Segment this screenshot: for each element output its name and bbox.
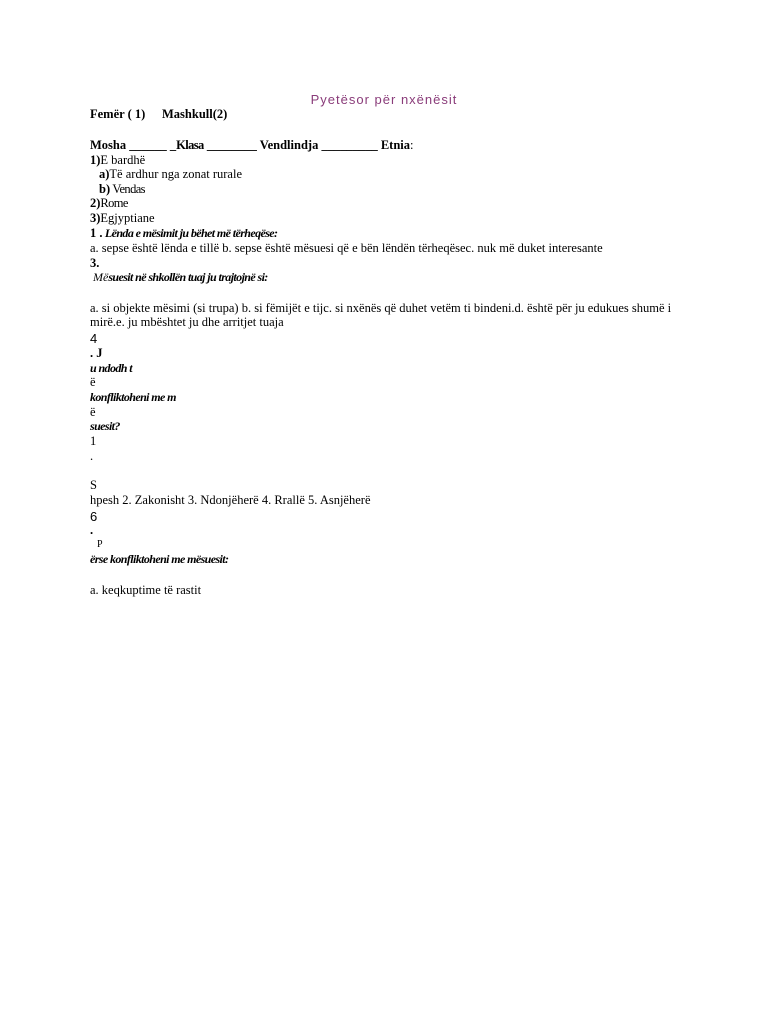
- question-6-letter: P: [97, 539, 103, 550]
- question-4-char-1: ë: [90, 375, 96, 389]
- question-6-answer: a. keqkuptime të rastit: [90, 583, 202, 597]
- ethnicity-option-1a: [99, 167, 242, 182]
- age-field: Mosha ______ _: [90, 138, 177, 152]
- question-4-part-2: konfliktoheni me m: [90, 390, 176, 404]
- question-text-start: Më: [93, 270, 109, 284]
- option-text: Të ardhur nga zonat rurale: [109, 167, 242, 181]
- document-title: Pyetësor për nxënësit: [310, 92, 458, 107]
- option-text: Egjyptiane: [100, 211, 155, 225]
- class-blank: ________: [203, 138, 260, 152]
- question-3-number: 3.: [90, 256, 100, 270]
- option-text: Vendas: [110, 182, 145, 196]
- question-6-dot: .: [90, 523, 94, 537]
- ethnicity-option-3: [90, 211, 155, 226]
- question-1-answers: a. sepse është lënda e tillë b. sepse është mësuesi që e bën lëndën tërheqësec. nuk më duket interesante: [90, 241, 603, 255]
- question-3: [93, 270, 268, 285]
- question-1: [90, 226, 277, 241]
- question-6-text: ërse konfliktoheni me mësuesit:: [90, 552, 229, 566]
- question-4-dot-j: . J: [90, 346, 103, 360]
- info-line: [90, 138, 413, 153]
- ethnicity-label: Etnia: [380, 138, 410, 152]
- option-number: 3): [90, 211, 101, 225]
- ethnicity-colon: :: [410, 138, 414, 152]
- gender-male: Mashkull(2): [162, 107, 228, 121]
- ethnicity-option-2: [90, 196, 128, 211]
- question-4-option-number: 1: [90, 434, 97, 448]
- ethnicity-option-1: [90, 153, 145, 168]
- option-text: Rome: [100, 196, 128, 210]
- question-4-number: 4: [90, 331, 98, 346]
- option-number: 2): [90, 196, 101, 210]
- question-text: Lënda e mësimit ju bëhet më tërheqëse:: [102, 226, 278, 240]
- question-text: suesit në shkollën tuaj ju trajtojnë si:: [108, 270, 268, 284]
- question-4-part-3: suesit?: [90, 419, 120, 433]
- question-3-answers-line-1: a. si objekte mësimi (si trupa) b. si fëmijët e tijc. si nxënës që duhet vetëm ti bindeni.d. është për ju edukues shumë i: [90, 301, 672, 315]
- question-4-part-1: u ndodh t: [90, 361, 132, 375]
- birthplace-field: Vendlindja _________: [259, 138, 381, 152]
- option-text: E bardhë: [100, 153, 146, 167]
- option-number: 1): [90, 153, 101, 167]
- ethnicity-option-1b: [99, 182, 145, 197]
- question-3-answers-line-2: mirë.e. ju mbështet ju dhe arritjet tuaja: [90, 315, 284, 329]
- question-number: 1 .: [90, 226, 103, 240]
- gender-female: Femër ( 1): [90, 107, 146, 121]
- option-number: b): [99, 182, 111, 196]
- question-4-option-letter: S: [90, 478, 97, 492]
- question-4-char-2: ë: [90, 405, 96, 419]
- option-number: a): [99, 167, 110, 181]
- question-6-number: 6: [90, 509, 98, 524]
- question-4-options: hpesh 2. Zakonisht 3. Ndonjëherë 4. Rrallë 5. Asnjëherë: [90, 493, 371, 507]
- class-label: Klasa: [176, 138, 204, 152]
- question-4-option-dot: .: [90, 449, 94, 463]
